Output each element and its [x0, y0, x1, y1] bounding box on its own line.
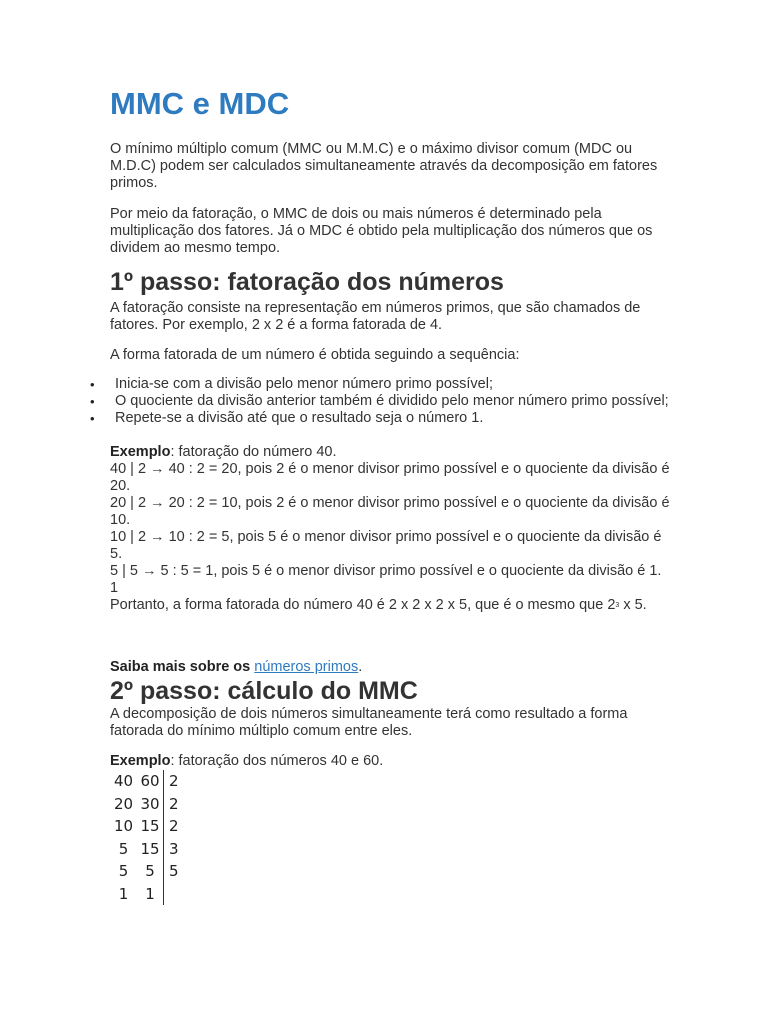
- number-cell: 20: [113, 794, 134, 813]
- step2-heading: 2º passo: cálculo do MMC: [110, 677, 418, 705]
- table-row: [110, 838, 189, 861]
- step1-heading: 1º passo: fatoração dos números: [110, 268, 504, 296]
- intro-paragraph-2: Por meio da fatoração, o MMC de dois ou mais números é determinado pela multiplicação dos fatores. Já o MDC é obtido pela multiplicação dos números que os dividem ao mesmo tempo.: [110, 206, 653, 256]
- intro-paragraph-1: O mínimo múltiplo comum (MMC ou M.M.C) e o máximo divisor comum (MDC ou M.D.C) podem ser calculados simultaneamente através da decomposição em fatores primos.: [110, 141, 658, 191]
- factor-line: 5 | 5 → 5 : 5 = 1, pois 5 é o menor divisor primo possível e o quociente da divisão é 1.: [110, 563, 662, 579]
- see-more-end: .: [358, 659, 363, 675]
- example-label: Exemplo: [110, 753, 171, 769]
- number-cell: 5: [118, 862, 129, 881]
- example-text: : fatoração dos números 40 e 60.: [170, 753, 384, 769]
- number-cell: 5: [118, 839, 129, 858]
- table-row: [110, 860, 189, 883]
- factor-line: 1: [110, 580, 119, 596]
- example-line: [110, 444, 670, 461]
- number-cell: 60: [140, 772, 160, 791]
- number-cell: 1: [118, 884, 129, 903]
- factorization-table: [110, 770, 189, 905]
- number-cell: 5: [145, 862, 155, 881]
- prime-factor-cell: 2: [164, 770, 190, 793]
- number-cell: 30: [140, 794, 160, 813]
- see-more-label: Saiba mais sobre os: [110, 659, 255, 675]
- exponent: 3: [615, 602, 620, 609]
- prime-factor-cell: 2: [164, 815, 190, 838]
- step1-paragraph-1: A fatoração consiste na representação em números primos, que são chamados de fatores. Por exemplo, 2 x 2 é a forma fatorada de 4.: [110, 300, 641, 333]
- table-row: [110, 883, 189, 906]
- number-cell: 15: [140, 839, 160, 858]
- prime-factor-cell: 5: [164, 860, 190, 883]
- step1-paragraph-2: A forma fatorada de um número é obtida seguindo a sequência:: [110, 347, 520, 363]
- list-item: • Inicia-se com a divisão pelo menor número primo possível;: [0, 376, 670, 393]
- example-label: Exemplo: [110, 444, 171, 460]
- factor-line: 20 | 2 → 20 : 2 = 10, pois 2 é o menor divisor primo possível e o quociente da divisão é 10.: [110, 495, 670, 528]
- table-row: [110, 770, 189, 793]
- prime-factor-cell: 2: [164, 793, 190, 816]
- number-cell: 15: [140, 817, 160, 836]
- step1-example: [110, 444, 670, 614]
- step2-example-line: [110, 753, 670, 770]
- number-cell: 10: [113, 817, 134, 836]
- table-row: [110, 815, 189, 838]
- prime-factor-cell: 3: [164, 838, 190, 861]
- step1-bullet-list: [0, 376, 670, 427]
- primes-link[interactable]: números primos: [254, 659, 359, 675]
- prime-factor-cell: [164, 883, 190, 906]
- page-title: MMC e MDC: [110, 86, 290, 121]
- conclusion-line: [110, 597, 670, 614]
- list-item: • O quociente da divisão anterior também é dividido pelo menor número primo possível;: [0, 393, 670, 410]
- list-item: • Repete-se a divisão até que o resultado seja o número 1.: [0, 410, 670, 427]
- example-text: : fatoração do número 40.: [170, 444, 337, 460]
- conclusion-end: x 5.: [619, 597, 647, 613]
- number-cell: 1: [145, 884, 155, 903]
- see-more-line: [110, 659, 670, 676]
- conclusion-text: Portanto, a forma fatorada do número 40 é 2 x 2 x 2 x 5, que é o mesmo que 2: [110, 597, 616, 613]
- number-cell: 40: [113, 772, 134, 791]
- factor-line: 40 | 2 → 40 : 2 = 20, pois 2 é o menor divisor primo possível e o quociente da divisão é 20.: [110, 461, 670, 494]
- factor-line: 10 | 2 → 10 : 2 = 5, pois 5 é o menor divisor primo possível e o quociente da divisão é 5.: [110, 529, 662, 562]
- table-row: [110, 793, 189, 816]
- step2-paragraph-1: A decomposição de dois números simultaneamente terá como resultado a forma fatorada do mínimo múltiplo comum entre eles.: [110, 706, 628, 739]
